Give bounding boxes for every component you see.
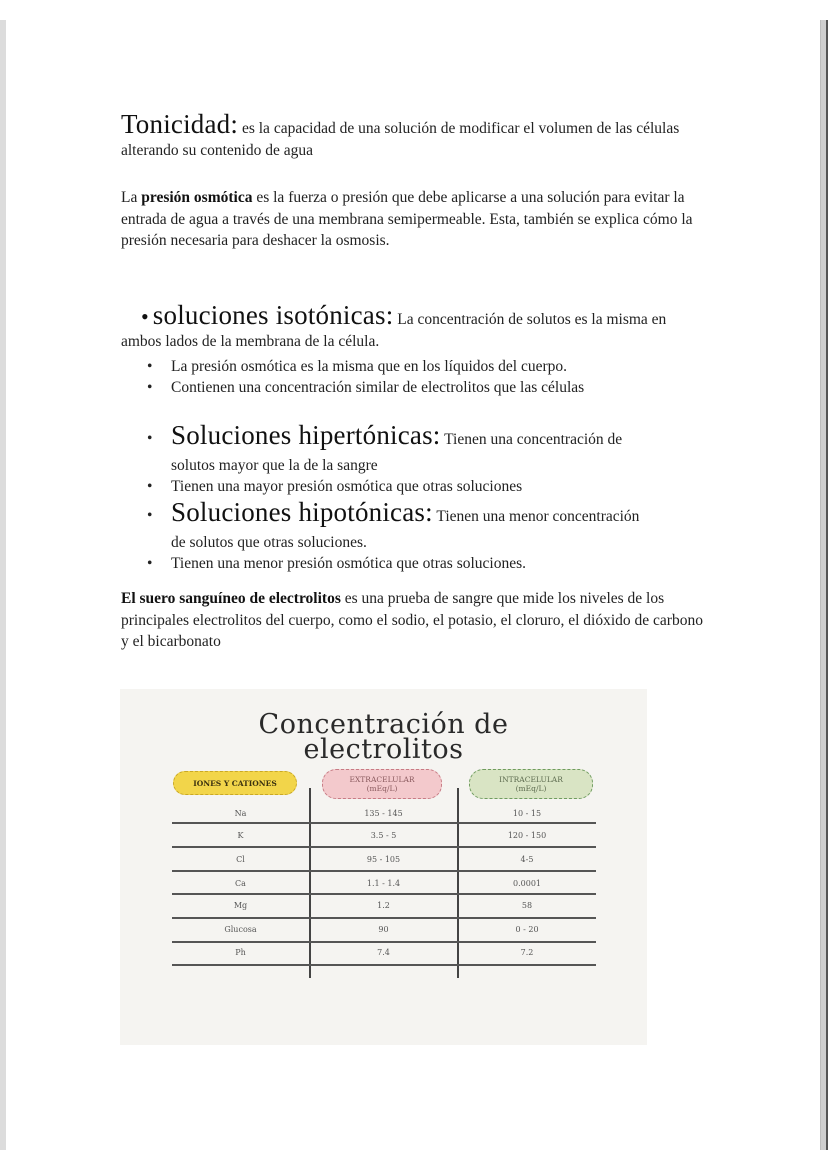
presion-osmotica-paragraph xyxy=(121,187,721,252)
isotonicas-paragraph xyxy=(121,300,681,352)
row-divider xyxy=(172,822,596,824)
hipertonicas-definition-cont: solutos mayor que la de la sangre xyxy=(171,457,378,474)
list-item: • Contienen una concentración similar de electrolitos que las células xyxy=(147,379,585,396)
cell-intra: 58 xyxy=(521,901,533,910)
cell-extra: 1.2 xyxy=(377,901,390,910)
list-item-hipertonicas xyxy=(121,420,741,476)
bullet-icon: • xyxy=(147,507,153,524)
cell-ion: Na xyxy=(234,809,247,818)
cell-ion: Glucosa xyxy=(224,925,257,934)
bullet-icon: • xyxy=(147,478,153,495)
tonicidad-term: Tonicidad: xyxy=(121,109,239,139)
cell-extra: 95 - 105 xyxy=(366,855,401,864)
header-intracellular-pill: INTRACELULAR (mEq/L) xyxy=(469,769,593,799)
bullet-icon: • xyxy=(147,358,153,375)
cell-ion: Ph xyxy=(235,948,246,957)
cell-ion: Cl xyxy=(236,855,245,864)
row-divider xyxy=(172,941,596,943)
presion-text: es la fuerza o presión que debe aplicarse a una solución para evitar la entrada de agua a través de una membrana semipermeable. Esta, también se explica cómo la presión necesaria para deshacer la osmosis. xyxy=(121,189,693,249)
cell-extra: 135 - 145 xyxy=(364,809,403,818)
tonicidad-paragraph xyxy=(121,109,721,161)
cell-ion: K xyxy=(237,831,244,840)
suero-term: El suero sanguíneo de electrolitos xyxy=(121,590,341,607)
presion-lead: La xyxy=(121,189,142,206)
presion-term: presión osmótica xyxy=(141,189,253,206)
row-divider xyxy=(172,870,596,872)
bullet-icon: • xyxy=(147,555,153,572)
cell-extra: 3.5 - 5 xyxy=(370,831,397,840)
figure-title-line1: Concentración de xyxy=(258,709,509,740)
electrolytes-figure xyxy=(120,689,647,1045)
isotonicas-term: soluciones isotónicas: xyxy=(152,300,394,330)
cell-extra: 1.1 - 1.4 xyxy=(366,879,401,888)
tonicidad-definition: es la capacidad de una solución de modificar el volumen de las células alterando su contenido de agua xyxy=(121,120,680,159)
cell-extra: 7.4 xyxy=(377,948,390,957)
cell-extra: 90 xyxy=(378,925,389,934)
row-divider xyxy=(172,964,596,966)
hipertonicas-definition: Tienen una concentración de xyxy=(440,431,623,448)
cell-intra: 0.0001 xyxy=(513,879,541,888)
cell-ion: Mg xyxy=(233,901,248,910)
isotonicas-definition: La concentración de solutos es la misma en ambos lados de la membrana de la célula. xyxy=(121,311,667,350)
cell-intra: 10 - 15 xyxy=(512,809,542,818)
cell-ion: Ca xyxy=(235,879,246,888)
cell-intra: 0 - 20 xyxy=(515,925,539,934)
cell-intra: 7.2 xyxy=(520,948,534,957)
row-divider xyxy=(172,917,596,919)
list-item: • La presión osmótica es la misma que en los líquidos del cuerpo. xyxy=(147,358,568,375)
row-divider xyxy=(172,846,596,848)
hipertonicas-term: Soluciones hipertónicas: xyxy=(171,420,441,450)
suero-paragraph xyxy=(121,588,711,653)
figure-title-line2: electrolitos xyxy=(303,734,464,765)
hipotonicas-definition-cont: de solutos que otras soluciones. xyxy=(171,534,367,551)
suero-text: es una prueba de sangre que mide los niveles de los principales electrolitos del cuerpo, como el sodio, el potasio, el cloruro, el dióxido de carbono y el bicarbonato xyxy=(121,590,703,650)
list-item-hipotonicas xyxy=(121,497,741,553)
list-item: • Tienen una mayor presión osmótica que otras soluciones xyxy=(147,478,523,495)
isotonicas-bullet: • xyxy=(141,304,149,329)
list-item: • Tienen una menor presión osmótica que otras soluciones. xyxy=(147,555,527,572)
header-ions-pill: IONES Y CATIONES xyxy=(173,771,297,795)
bullet-icon: • xyxy=(147,379,153,396)
hipotonicas-definition: Tienen una menor concentración xyxy=(432,508,640,525)
header-extracellular-pill: EXTRACELULAR (mEq/L) xyxy=(322,769,442,799)
bullet-icon: • xyxy=(147,430,153,447)
row-divider xyxy=(172,893,596,895)
cell-intra: 4-5 xyxy=(520,855,534,864)
isotonicas-list xyxy=(121,356,741,398)
hipotonicas-term: Soluciones hipotónicas: xyxy=(171,497,433,527)
tonicity-types-list xyxy=(121,420,741,574)
cell-intra: 120 - 150 xyxy=(507,831,547,840)
